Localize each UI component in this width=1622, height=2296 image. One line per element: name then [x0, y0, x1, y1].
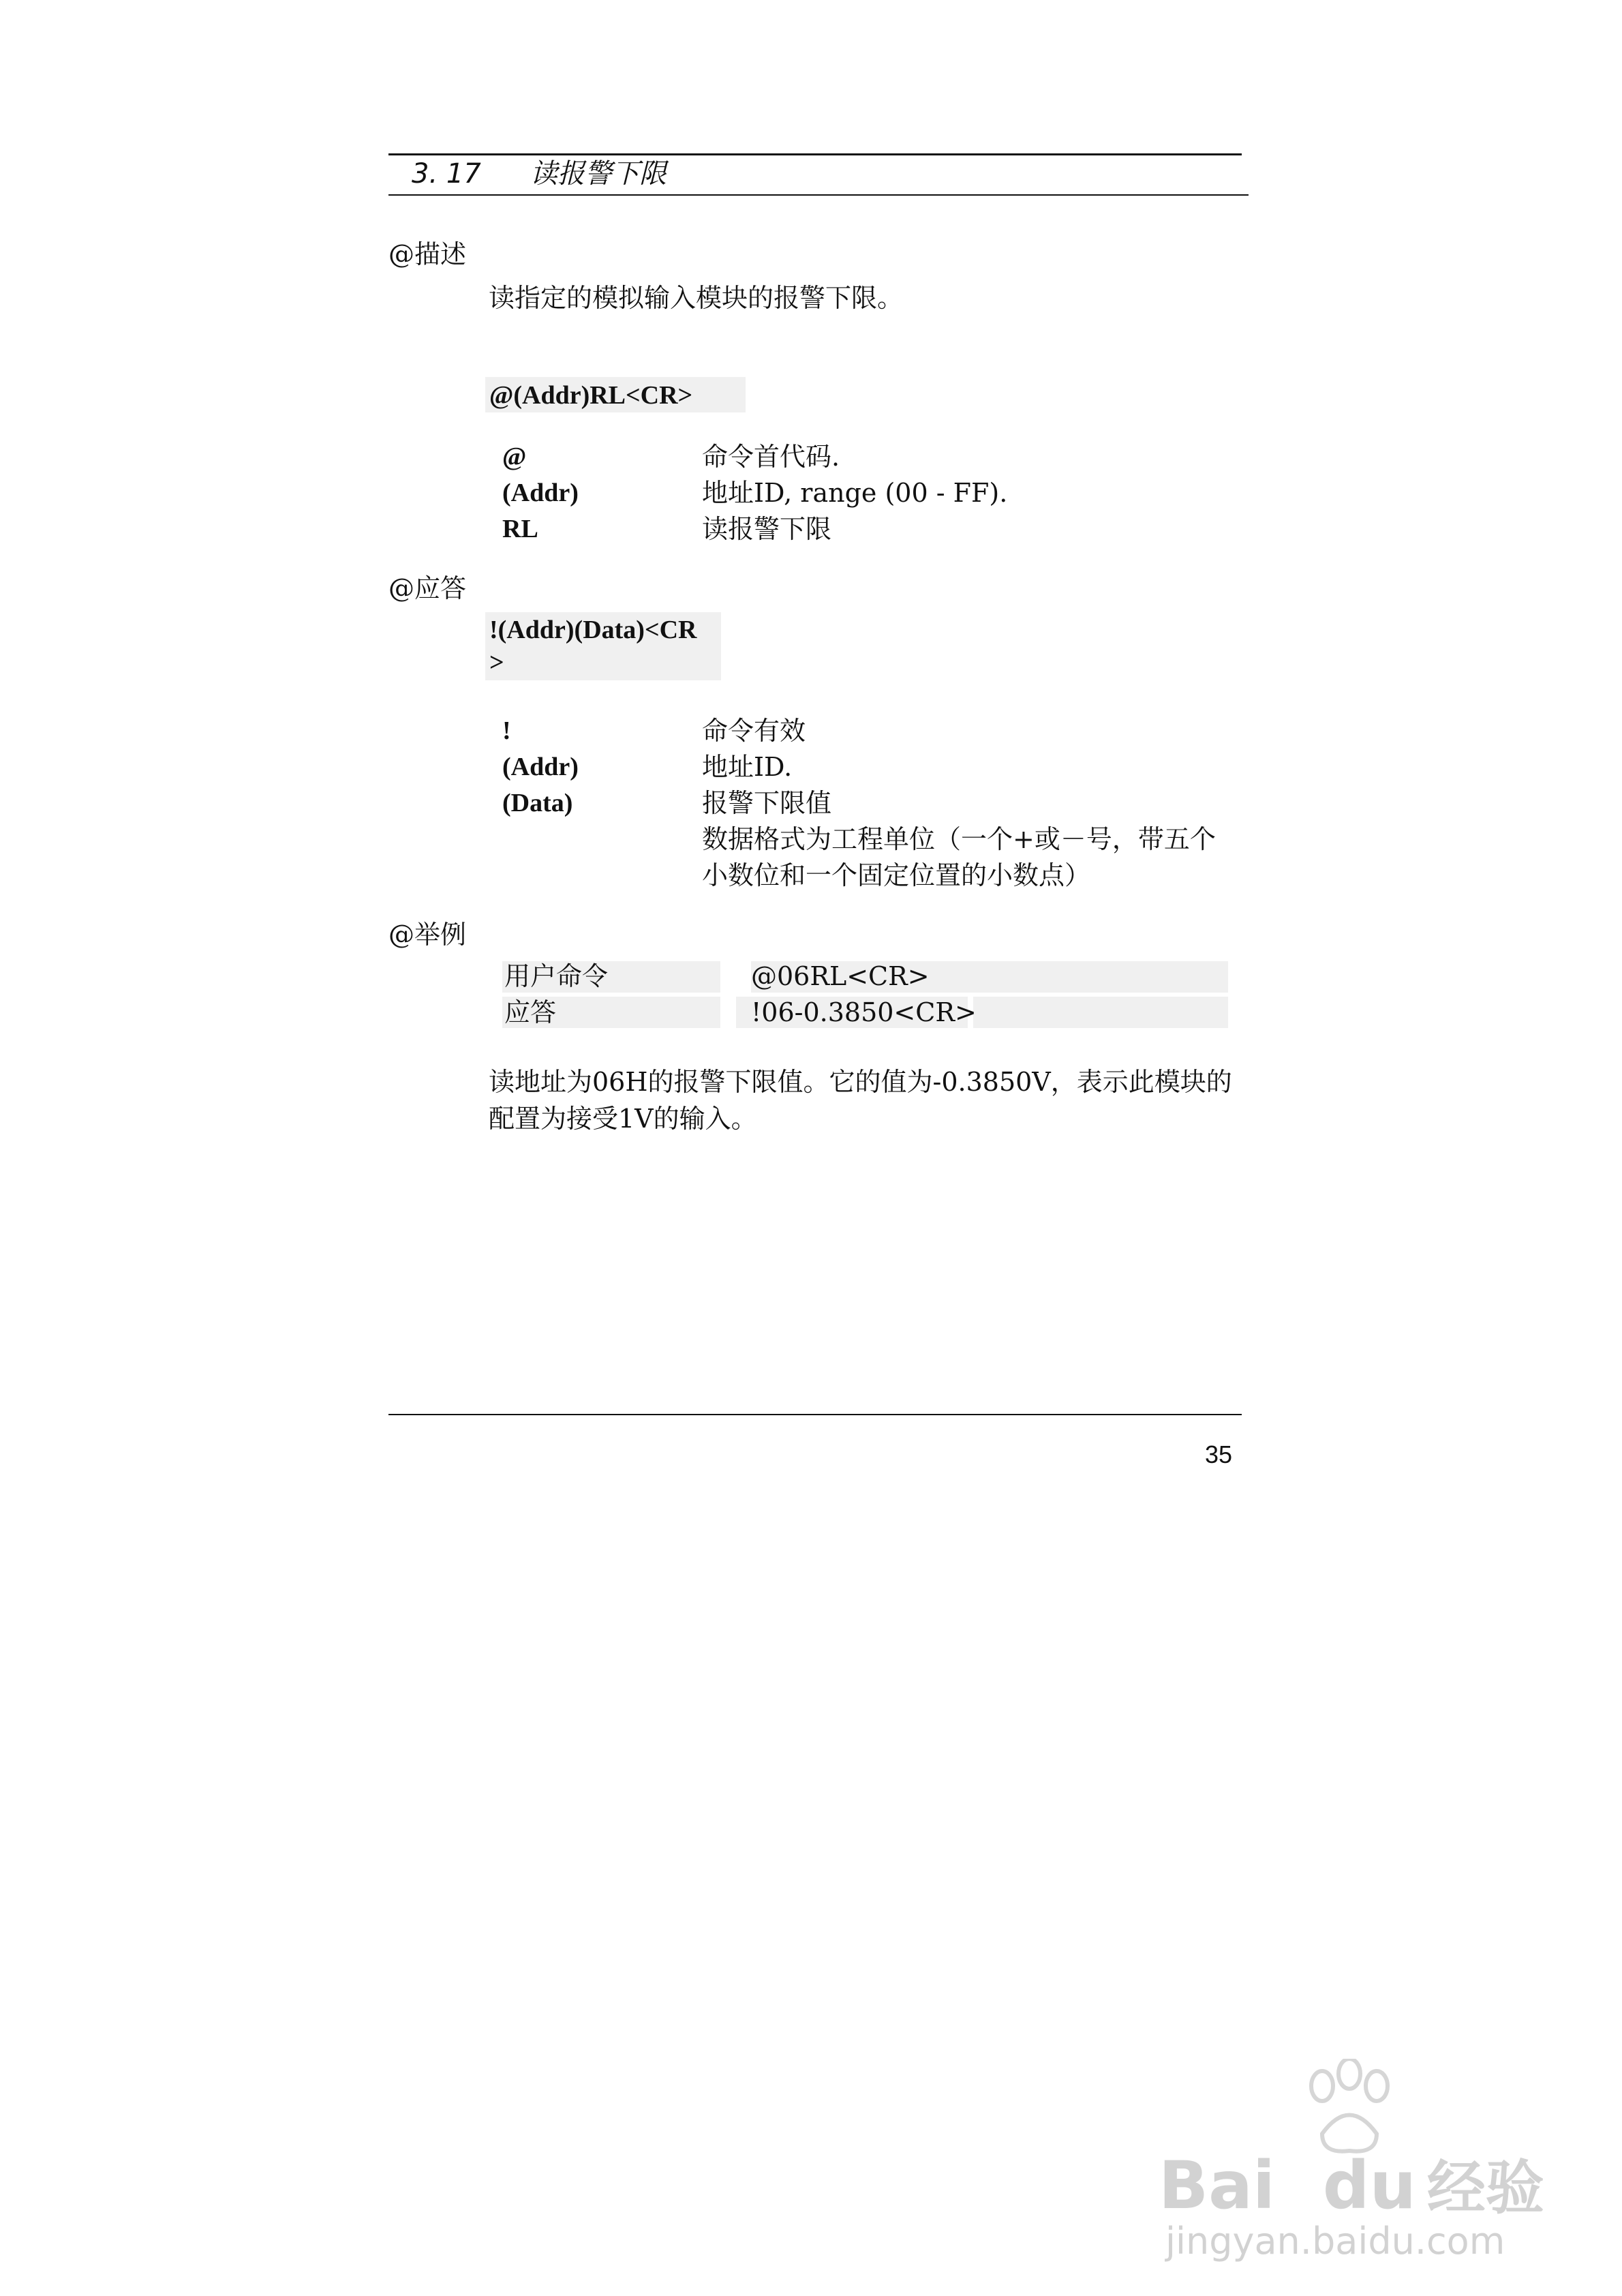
baidu-watermark	[1159, 2059, 1595, 2263]
description-text: 读指定的模拟输入模块的报警下限。	[489, 283, 904, 313]
param-term: RL	[502, 515, 538, 543]
param-term: (Addr)	[502, 753, 579, 781]
param-desc: 命令有效	[702, 716, 806, 746]
watermark-brand-cn: 经验	[1426, 2154, 1544, 2222]
example-response-value: !06-0.3850<CR>	[751, 997, 977, 1027]
watermark-url: jingyan.baidu.com	[1165, 2220, 1505, 2263]
data-format-note-line2: 小数位和一个固定位置的小数点）	[702, 860, 1091, 890]
param-term: (Addr)	[502, 479, 579, 507]
response-param-list	[502, 713, 1216, 894]
response-syntax-line2: >	[489, 648, 504, 677]
command-syntax	[485, 377, 746, 412]
param-desc: 报警下限值	[702, 788, 832, 818]
response-syntax-line1: !(Addr)(Data)<CR	[489, 616, 697, 644]
param-row	[502, 713, 1016, 749]
example-explanation-line1: 读地址为06H的报警下限值。它的值为-0.3850V，表示此模块的	[489, 1067, 1232, 1097]
example-command-value: @06RL<CR>	[751, 961, 930, 991]
watermark-brand-left: Bai	[1159, 2147, 1275, 2224]
page-number: 35	[1205, 1440, 1233, 1468]
response-label: @应答	[388, 573, 467, 603]
data-format-note-line1: 数据格式为工程单位（一个+或－号，带五个	[702, 824, 1216, 854]
param-row	[502, 785, 1016, 821]
header-rule-bottom	[388, 194, 1249, 196]
param-desc: 读报警下限	[702, 514, 832, 544]
section-title: 读报警下限	[530, 158, 667, 190]
param-desc: 地址ID.	[702, 752, 793, 782]
param-desc: 命令首代码.	[702, 442, 840, 472]
description-label: @描述	[388, 239, 467, 269]
section-number: 3. 17	[412, 158, 481, 190]
param-term: !	[502, 716, 511, 745]
example-response-label: 应答	[504, 997, 557, 1027]
header-rule-top	[388, 153, 1242, 155]
example-label: @举例	[388, 920, 467, 950]
footer-rule	[388, 1414, 1242, 1415]
param-row	[502, 749, 1016, 785]
example-row-bg	[973, 997, 1228, 1028]
param-desc: 地址ID, range (00 - FF).	[702, 478, 1008, 508]
watermark-brand-right: du	[1322, 2147, 1416, 2224]
example-command-label: 用户命令	[504, 961, 609, 991]
param-term: @	[502, 442, 527, 471]
response-syntax	[485, 612, 721, 680]
example-explanation-line2: 配置为接受1V的输入。	[489, 1104, 757, 1134]
command-syntax-text: @(Addr)RL<CR>	[489, 381, 693, 410]
watermark-brand	[1159, 2141, 1544, 2225]
param-term: (Data)	[502, 789, 573, 817]
